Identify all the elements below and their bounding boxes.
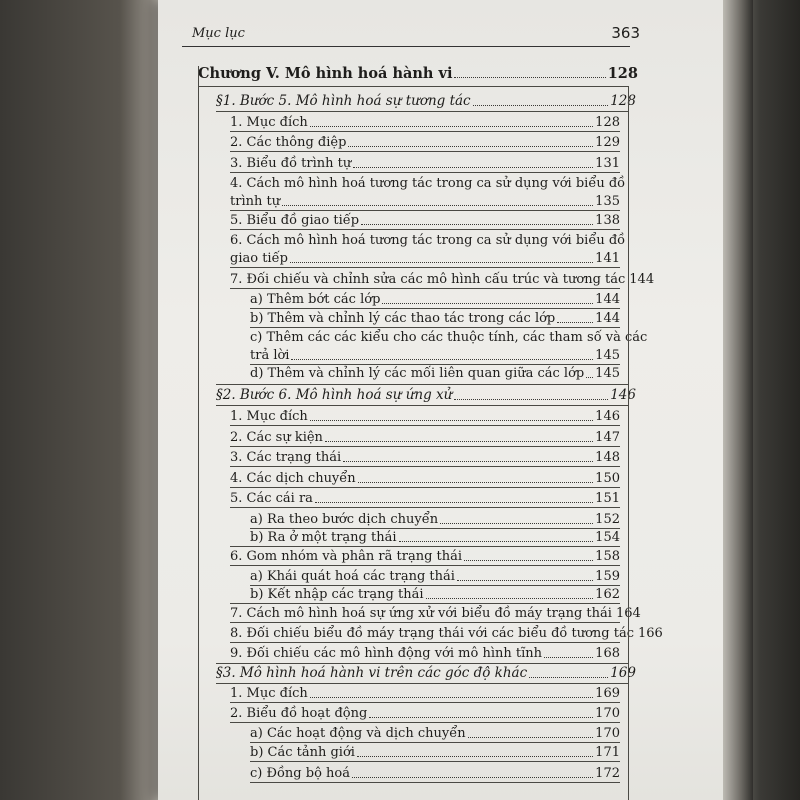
toc-item [230,606,641,621]
toc-item [230,450,620,465]
row-divider [250,585,620,586]
toc-item-label: 1. Mục đích [230,115,308,130]
toc-subitem [250,292,620,307]
row-divider [230,446,620,447]
table-of-contents [158,0,723,800]
row-divider [230,622,620,623]
toc-item-page: 145 [595,366,620,381]
toc-item [230,272,655,287]
dot-leader [369,717,593,718]
toc-item-label: 5. Các cái ra [230,491,313,506]
toc-chapter-page: 128 [607,65,638,82]
row-divider [230,131,620,132]
toc-item-label: b) Các tảnh giới [250,745,355,760]
dot-leader [529,677,608,678]
toc-item-label: 6. Cách mô hình hoá tương tác trong ca sử dụng với biểu đồ [230,233,626,248]
toc-subitem [250,512,620,527]
toc-item-label: b) Ra ở một trạng thái [250,530,397,545]
toc-section-page: 169 [610,665,636,681]
toc-item [230,409,620,424]
toc-subitem-line1 [250,330,648,345]
toc-item-page: 154 [595,530,620,545]
toc-item-label: d) Thêm và chỉnh lý các mối liên quan giữa các lớp [250,366,585,381]
dot-leader [440,523,593,524]
toc-item [230,194,620,209]
dot-leader [310,420,593,421]
dot-leader [464,560,593,561]
toc-chapter [198,66,638,81]
dot-leader [315,502,593,503]
toc-item-page: 141 [595,251,620,266]
toc-item-page: 150 [595,471,620,486]
dot-leader [454,77,605,78]
toc-item-label: 2. Biểu đồ hoạt động [230,706,368,721]
toc-item-label: c) Thêm các các kiểu cho các thuộc tính, các tham số và các [250,330,648,345]
row-divider [250,742,620,743]
toc-item [230,471,620,486]
row-divider [230,267,620,268]
toc-section [216,388,636,403]
dot-leader [310,697,593,698]
dot-leader [544,657,593,658]
toc-item-label: 7. Cách mô hình hoá sự ứng xử với biểu đồ máy trạng thái [230,606,612,621]
toc-item-page: 170 [595,726,620,741]
row-divider [250,364,620,365]
row-divider [230,466,620,467]
toc-item [230,706,620,721]
header-page-number: 363 [611,24,640,42]
toc-item-label: 3. Biểu đồ trình tự [230,156,352,171]
toc-item-page: 144 [629,272,655,287]
row-divider [216,405,628,406]
row-divider [230,229,620,230]
toc-item [230,646,620,661]
toc-item-label: b) Kết nhập các trạng thái [250,587,424,602]
dot-leader [457,580,593,581]
row-divider [250,528,620,529]
dot-leader [557,322,593,323]
dot-leader [426,598,594,599]
toc-section [216,666,636,681]
toc-item [230,686,620,701]
toc-section [216,94,636,109]
toc-chapter-label: Chương V. Mô hình hoá hành vi [198,65,453,82]
toc-section-label: §3. Mô hình hoá hành vi trên các góc độ khác [216,665,528,681]
row-divider [230,642,620,643]
toc-section-label: §2. Bước 6. Mô hình hoá sự ứng xử [216,387,453,403]
row-divider [230,702,620,703]
toc-item-page: 152 [595,512,620,527]
row-divider [230,288,620,289]
toc-item-page: 147 [595,430,620,445]
row-divider [230,546,620,547]
toc-item-label: a) Thêm bớt các lớp [250,292,381,307]
row-divider [216,384,628,385]
toc-item-page: 131 [595,156,620,171]
book-page [158,0,723,800]
toc-item-label: trả lời [250,348,290,363]
toc-item-label: 6. Gom nhóm và phân rã trạng thái [230,549,463,564]
row-divider [250,782,620,783]
toc-item-label: giao tiếp [230,251,288,266]
row-divider [216,683,628,684]
toc-section-page: 146 [610,387,636,403]
toc-item-page: 128 [595,115,620,130]
toc-item [230,135,620,150]
row-divider [198,86,628,87]
dot-leader [361,224,593,225]
toc-item-label: 5. Biểu đồ giao tiếp [230,213,360,228]
toc-item-label: 4. Các dịch chuyển [230,471,356,486]
dot-leader [282,205,593,206]
toc-item-page: 146 [595,409,620,424]
toc-subitem [250,587,620,602]
toc-item-label: a) Khái quát hoá các trạng thái [250,569,455,584]
toc-subitem [250,348,620,363]
row-divider [250,308,620,309]
toc-item-label: 1. Mục đích [230,686,308,701]
table-border-left [198,66,199,800]
dot-leader [352,777,593,778]
toc-item [230,430,620,445]
toc-item-label: a) Ra theo bước dịch chuyển [250,512,439,527]
toc-subitem [250,745,620,760]
toc-section-page: 128 [610,93,636,109]
toc-subitem [250,766,620,781]
toc-item-page: 171 [595,745,620,760]
dot-leader [357,756,593,757]
toc-item-label: 3. Các trạng thái [230,450,342,465]
toc-item-page: 145 [595,348,620,363]
row-divider [216,111,628,112]
toc-item-page: 162 [595,587,620,602]
dot-leader [310,126,593,127]
dot-leader [473,105,609,106]
toc-section-label: §1. Bước 5. Mô hình hoá sự tương tác [216,93,471,109]
dot-leader [468,737,594,738]
toc-item-label: b) Thêm và chỉnh lý các thao tác trong các lớp [250,311,556,326]
row-divider [230,565,620,566]
toc-item-page: 144 [595,311,620,326]
toc-item-label: trình tự [230,194,281,209]
toc-item-page: 159 [595,569,620,584]
toc-item-label: 4. Cách mô hình hoá tương tác trong ca sử dụng với biểu đồ [230,176,626,191]
row-divider [250,327,620,328]
table-border-right [628,86,629,800]
toc-subitem [250,569,620,584]
toc-item-label: 8. Đối chiếu biểu đồ máy trạng thái với các biểu đồ tương tác [230,626,634,641]
toc-subitem [250,366,620,381]
dot-leader [353,167,593,168]
toc-item-label: 1. Mục đích [230,409,308,424]
row-divider [230,603,620,604]
toc-item [230,115,620,130]
toc-item-page: 129 [595,135,620,150]
toc-item-label: 2. Các sự kiện [230,430,323,445]
toc-item-page: 166 [637,626,663,641]
toc-item [230,491,620,506]
toc-item-label: 2. Các thông điệp [230,135,347,150]
row-divider [230,722,620,723]
toc-item [230,213,620,228]
toc-item [230,549,620,564]
row-divider [250,761,620,762]
dot-leader [325,441,593,442]
toc-item-page: 144 [595,292,620,307]
toc-subitem [250,311,620,326]
toc-item-page: 138 [595,213,620,228]
dot-leader [290,262,593,263]
toc-item-page: 158 [595,549,620,564]
toc-item-page: 164 [615,606,641,621]
row-divider [216,663,628,664]
toc-item-page: 151 [595,491,620,506]
dot-leader [382,303,593,304]
toc-item-label: c) Đồng bộ hoá [250,766,350,781]
dot-leader [348,146,593,147]
dot-leader [358,482,594,483]
row-divider [230,210,620,211]
toc-item-line1 [230,176,626,191]
toc-item-page: 170 [595,706,620,721]
toc-item [230,156,620,171]
toc-item-page: 148 [595,450,620,465]
toc-subitem [250,726,620,741]
toc-item-label: 9. Đối chiếu các mô hình động với mô hình tĩnh [230,646,542,661]
toc-item [230,626,663,641]
dot-leader [399,541,594,542]
toc-item-page: 172 [595,766,620,781]
dot-leader [454,399,608,400]
toc-item-label: 7. Đối chiếu và chỉnh sửa các mô hình cấu trúc và tương tác [230,272,626,287]
row-divider [230,487,620,488]
toc-item-page: 168 [595,646,620,661]
toc-item-label: a) Các hoạt động và dịch chuyển [250,726,466,741]
dot-leader [586,377,593,378]
header-title: Mục lục [192,26,245,41]
toc-subitem [250,530,620,545]
row-divider [230,507,620,508]
toc-item [230,251,620,266]
dot-leader [343,461,593,462]
row-divider [230,151,620,152]
toc-item-line1 [230,233,626,248]
dot-leader [291,359,593,360]
row-divider [230,172,620,173]
row-divider [230,425,620,426]
toc-item-page: 169 [595,686,620,701]
toc-item-page: 135 [595,194,620,209]
